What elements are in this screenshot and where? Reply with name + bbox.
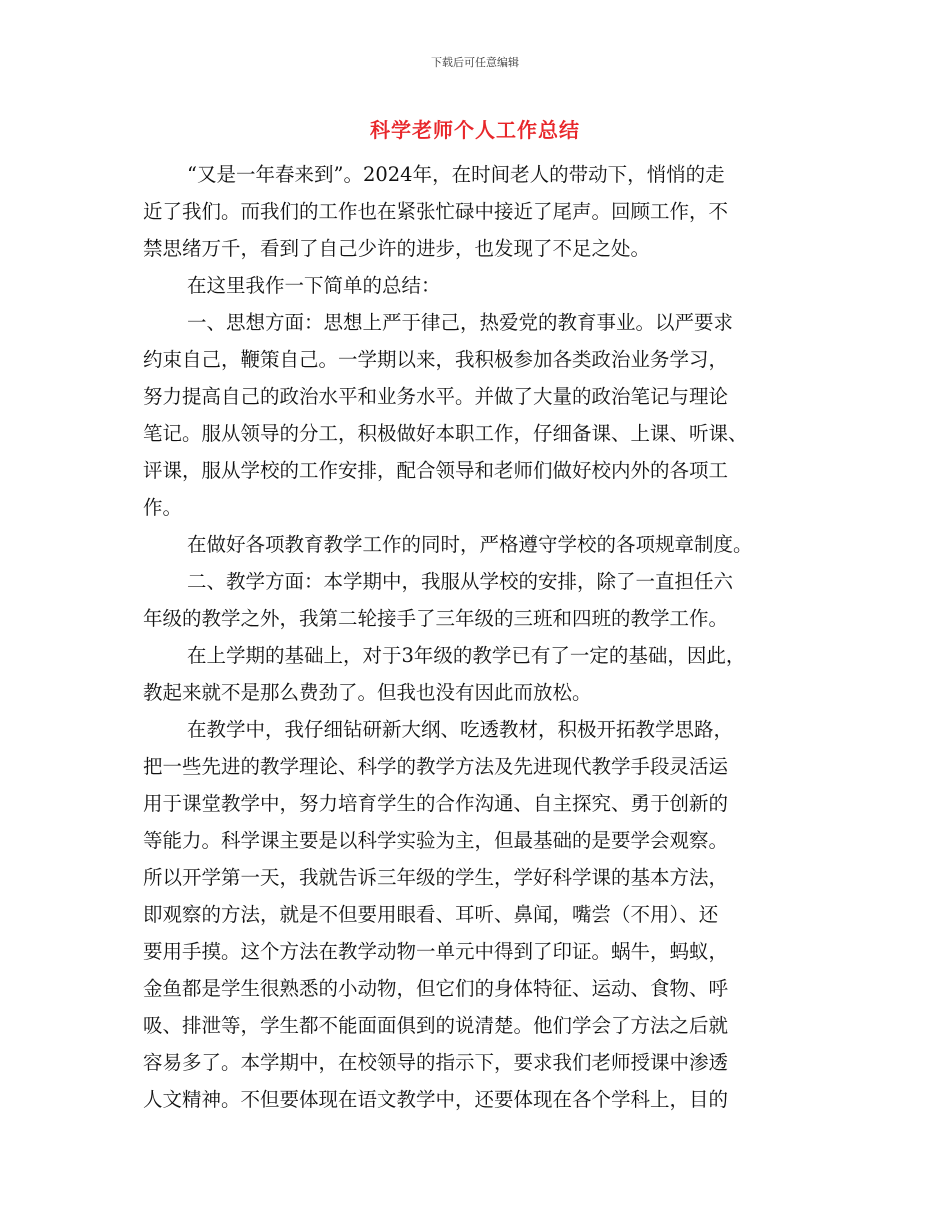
text-line: 在做好各项教育教学工作的同时，严格遵守学校的各项规章制度。 [187,533,753,556]
text-line: “又是一年春来到”。2024年，在时间老人的带动下，悄悄的走 [187,163,725,186]
text-line: 二、教学方面：本学期中，我服从学校的安排，除了一直担任六 [187,570,734,593]
text-line: 即观察的方法，就是不但要用眼看、耳听、鼻闻，嘴尝（不用）、还 [143,903,719,926]
text-line: 在上学期的基础上，对于3年级的教学已有了一定的基础，因此， [187,644,746,667]
text-line: 容易多了。本学期中，在校领导的指示下，要求我们老师授课中渗透 [143,1051,729,1074]
document-title: 科学老师个人工作总结 [370,118,580,142]
text-line: 把一些先进的教学理论、科学的教学方法及先进现代教学手段灵活运 [143,755,729,778]
text-line: 评课，服从学校的工作安排，配合领导和老师们做好校内外的各项工 [143,459,729,482]
text-line: 年级的教学之外，我第二轮接手了三年级的三班和四班的教学工作。 [143,607,729,630]
text-line: 金鱼都是学生很熟悉的小动物，但它们的身体特征、运动、食物、呼 [143,977,729,1000]
text-line: 作。 [143,496,183,519]
text-line: 等能力。科学课主要是以科学实验为主，但最基础的是要学会观察。 [143,829,729,852]
header-note: 下载后可任意编辑 [431,56,519,69]
text-line: 约束自己，鞭策自己。一学期以来，我积极参加各类政治业务学习， [143,348,729,371]
document-body [143,156,808,1118]
text-line: 所以开学第一天，我就告诉三年级的学生，学好科学课的基本方法， [143,866,729,889]
text-line: 在这里我作一下简单的总结： [187,274,441,297]
text-line: 禁思绪万千，看到了自己少许的进步，也发现了不足之处。 [143,237,651,260]
text-line: 吸、排泄等，学生都不能面面俱到的说清楚。他们学会了方法之后就 [143,1014,729,1037]
text-line: 用于课堂教学中，努力培育学生的合作沟通、自主探究、勇于创新的 [143,792,729,815]
text-line: 努力提高自己的政治水平和业务水平。并做了大量的政治笔记与理论 [143,385,729,408]
text-line: 要用手摸。这个方法在教学动物一单元中得到了印证。蜗牛，蚂蚁， [143,940,729,963]
text-line: 一、思想方面：思想上严于律己，热爱党的教育事业。以严要求 [187,311,734,334]
text-line: 笔记。服从领导的分工，积极做好本职工作，仔细备课、上课、听课、 [143,422,748,445]
text-line: 近了我们。而我们的工作也在紧张忙碌中接近了尾声。回顾工作，不 [143,200,729,223]
text-line: 教起来就不是那么费劲了。但我也没有因此而放松。 [143,681,592,704]
text-line: 人文精神。不但要体现在语文教学中，还要体现在各个学科上，目的 [143,1088,729,1111]
text-line: 在教学中，我仔细钻研新大纲、吃透教材，积极开拓教学思路， [187,718,734,741]
